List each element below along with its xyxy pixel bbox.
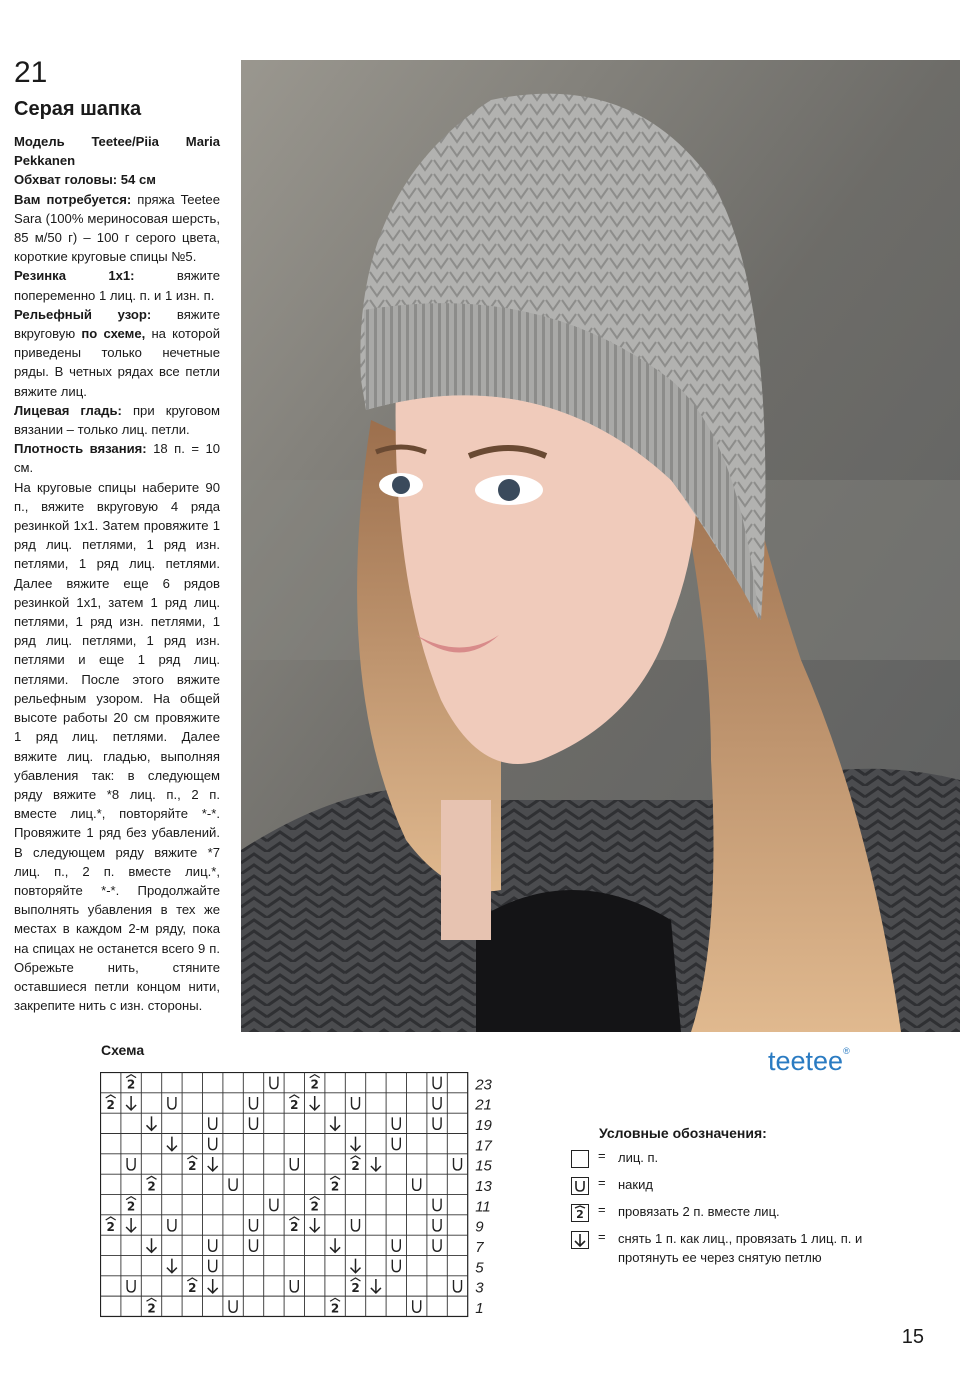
chart-k2tog-mark: 2	[310, 1077, 319, 1092]
chart-row-number: 7	[475, 1238, 484, 1256]
chart-title: Схема	[101, 1042, 145, 1058]
model-photo-illustration	[241, 60, 960, 1032]
relief-pattern-paragraph: Рельефный узор: вяжите вкруговую по схеме, на которой приведены только нечетные ряды. В четных рядах все петли вяжите лиц.	[14, 306, 221, 399]
chart-k2tog-mark: 2	[310, 1199, 319, 1214]
chart-row-number: 13	[475, 1177, 492, 1195]
chart-row-number: 19	[475, 1116, 492, 1134]
chart-k2tog-mark: 2	[147, 1301, 156, 1316]
chart-row-number: 23	[475, 1076, 492, 1094]
model-photo	[241, 60, 960, 1032]
chart-k2tog-mark: 2	[290, 1219, 299, 1234]
chart-k2tog-mark: 2	[188, 1280, 197, 1295]
legend-title: Условные обозначения:	[599, 1125, 767, 1141]
brand-logo: teetee®	[768, 1046, 850, 1076]
chart-row-number: 17	[475, 1137, 492, 1155]
chart-row-number: 9	[475, 1218, 484, 1236]
chart-row-number: 21	[475, 1096, 492, 1114]
chart-k2tog-mark: 2	[330, 1301, 340, 1316]
chart-k2tog-mark: 2	[290, 1097, 299, 1112]
instructions-column	[14, 132, 220, 1015]
chart-k2tog-mark: 2	[351, 1280, 360, 1295]
gauge-paragraph: Плотность вязания: 18 п. = 10 см.	[14, 441, 221, 476]
chart-k2tog-mark: 2	[126, 1199, 136, 1214]
head-size-line: Обхват головы: 54 см	[14, 172, 156, 188]
chart-k2tog-mark: 2	[330, 1179, 340, 1194]
materials-paragraph: Вам потребуется: пряжа Teetee Sara (100% мериносовая шерсть, 85 м/50 г) – 100 г серого цвета, короткие круговые спицы №5.	[14, 191, 220, 265]
page-number: 15	[901, 1326, 924, 1348]
knit-symbol-icon	[571, 1150, 589, 1168]
chart-k2tog-mark: 2	[106, 1219, 115, 1234]
chart-row-number: 11	[475, 1198, 491, 1216]
chart-k2tog-mark: 2	[147, 1179, 156, 1194]
yarn-over-icon	[571, 1177, 589, 1195]
rib-paragraph: Резинка 1x1: вяжите попеременно 1 лиц. п. и 1 изн. п.	[14, 268, 220, 303]
skpo-icon	[571, 1231, 589, 1249]
chart-row-number: 5	[475, 1259, 484, 1277]
stockinette-paragraph: Лицевая гладь: при круговом вязании – только лиц. петли.	[14, 402, 220, 438]
chart-k2tog-mark: 2	[126, 1077, 136, 1092]
chart-row-number: 1	[475, 1299, 484, 1317]
instructions-paragraph: На круговые спицы наберите 90 п., вяжите вкруговую 4 ряда резинкой 1x1. Затем провяжите 1 ряд лиц. петлями, 1 ряд изн. петлями, 1 ряд лиц. петлями. Далее вяжите еще 6 рядов резинкой 1x1, затем 1 ряд лиц. петлями, 1 ряд изн. петлями, 1 ряд лиц. петлями, 1 ряд изн. петлями и еще 1 ряд лиц. петлями. После этого вяжите рельефным узором. На общей высоте работы 20 см провяжите 1 ряд лиц. петлями. Далее вяжите лиц. гладью, выполняя убавления так: в следующем ряду вяжите *8 лиц. п., 2 п. вместе лиц.*, повторяйте *-*. Провяжите 1 ряд без убавлений. В следующем ряду вяжите *7 лиц. п., 2 п. вместе лиц.*, повторяйте *-*. Продолжайте выполнять убавления в тех же местах в каждом 2-м ряду, пока на спицах не останется всего 9 п. Обрежьте нить, стяните оставшиеся петли концом нити, закрепите нить с изн. стороны.	[14, 479, 220, 1014]
chart-row-number: 3	[475, 1279, 484, 1297]
chart-k2tog-mark: 2	[106, 1097, 115, 1112]
pattern-number: 21	[14, 56, 48, 89]
chart-k2tog-mark: 2	[188, 1158, 197, 1173]
svg-text:2: 2	[576, 1208, 584, 1221]
chart-row-number: 15	[475, 1157, 492, 1175]
chart-grid	[101, 1073, 468, 1317]
model-line: Модель Teetee/Piia Maria Pekkanen	[14, 134, 220, 169]
pattern-title: Серая шапка	[14, 98, 142, 120]
k2tog-icon	[571, 1204, 589, 1222]
chart-k2tog-mark: 2	[351, 1158, 360, 1173]
knitting-chart	[100, 1072, 500, 1318]
